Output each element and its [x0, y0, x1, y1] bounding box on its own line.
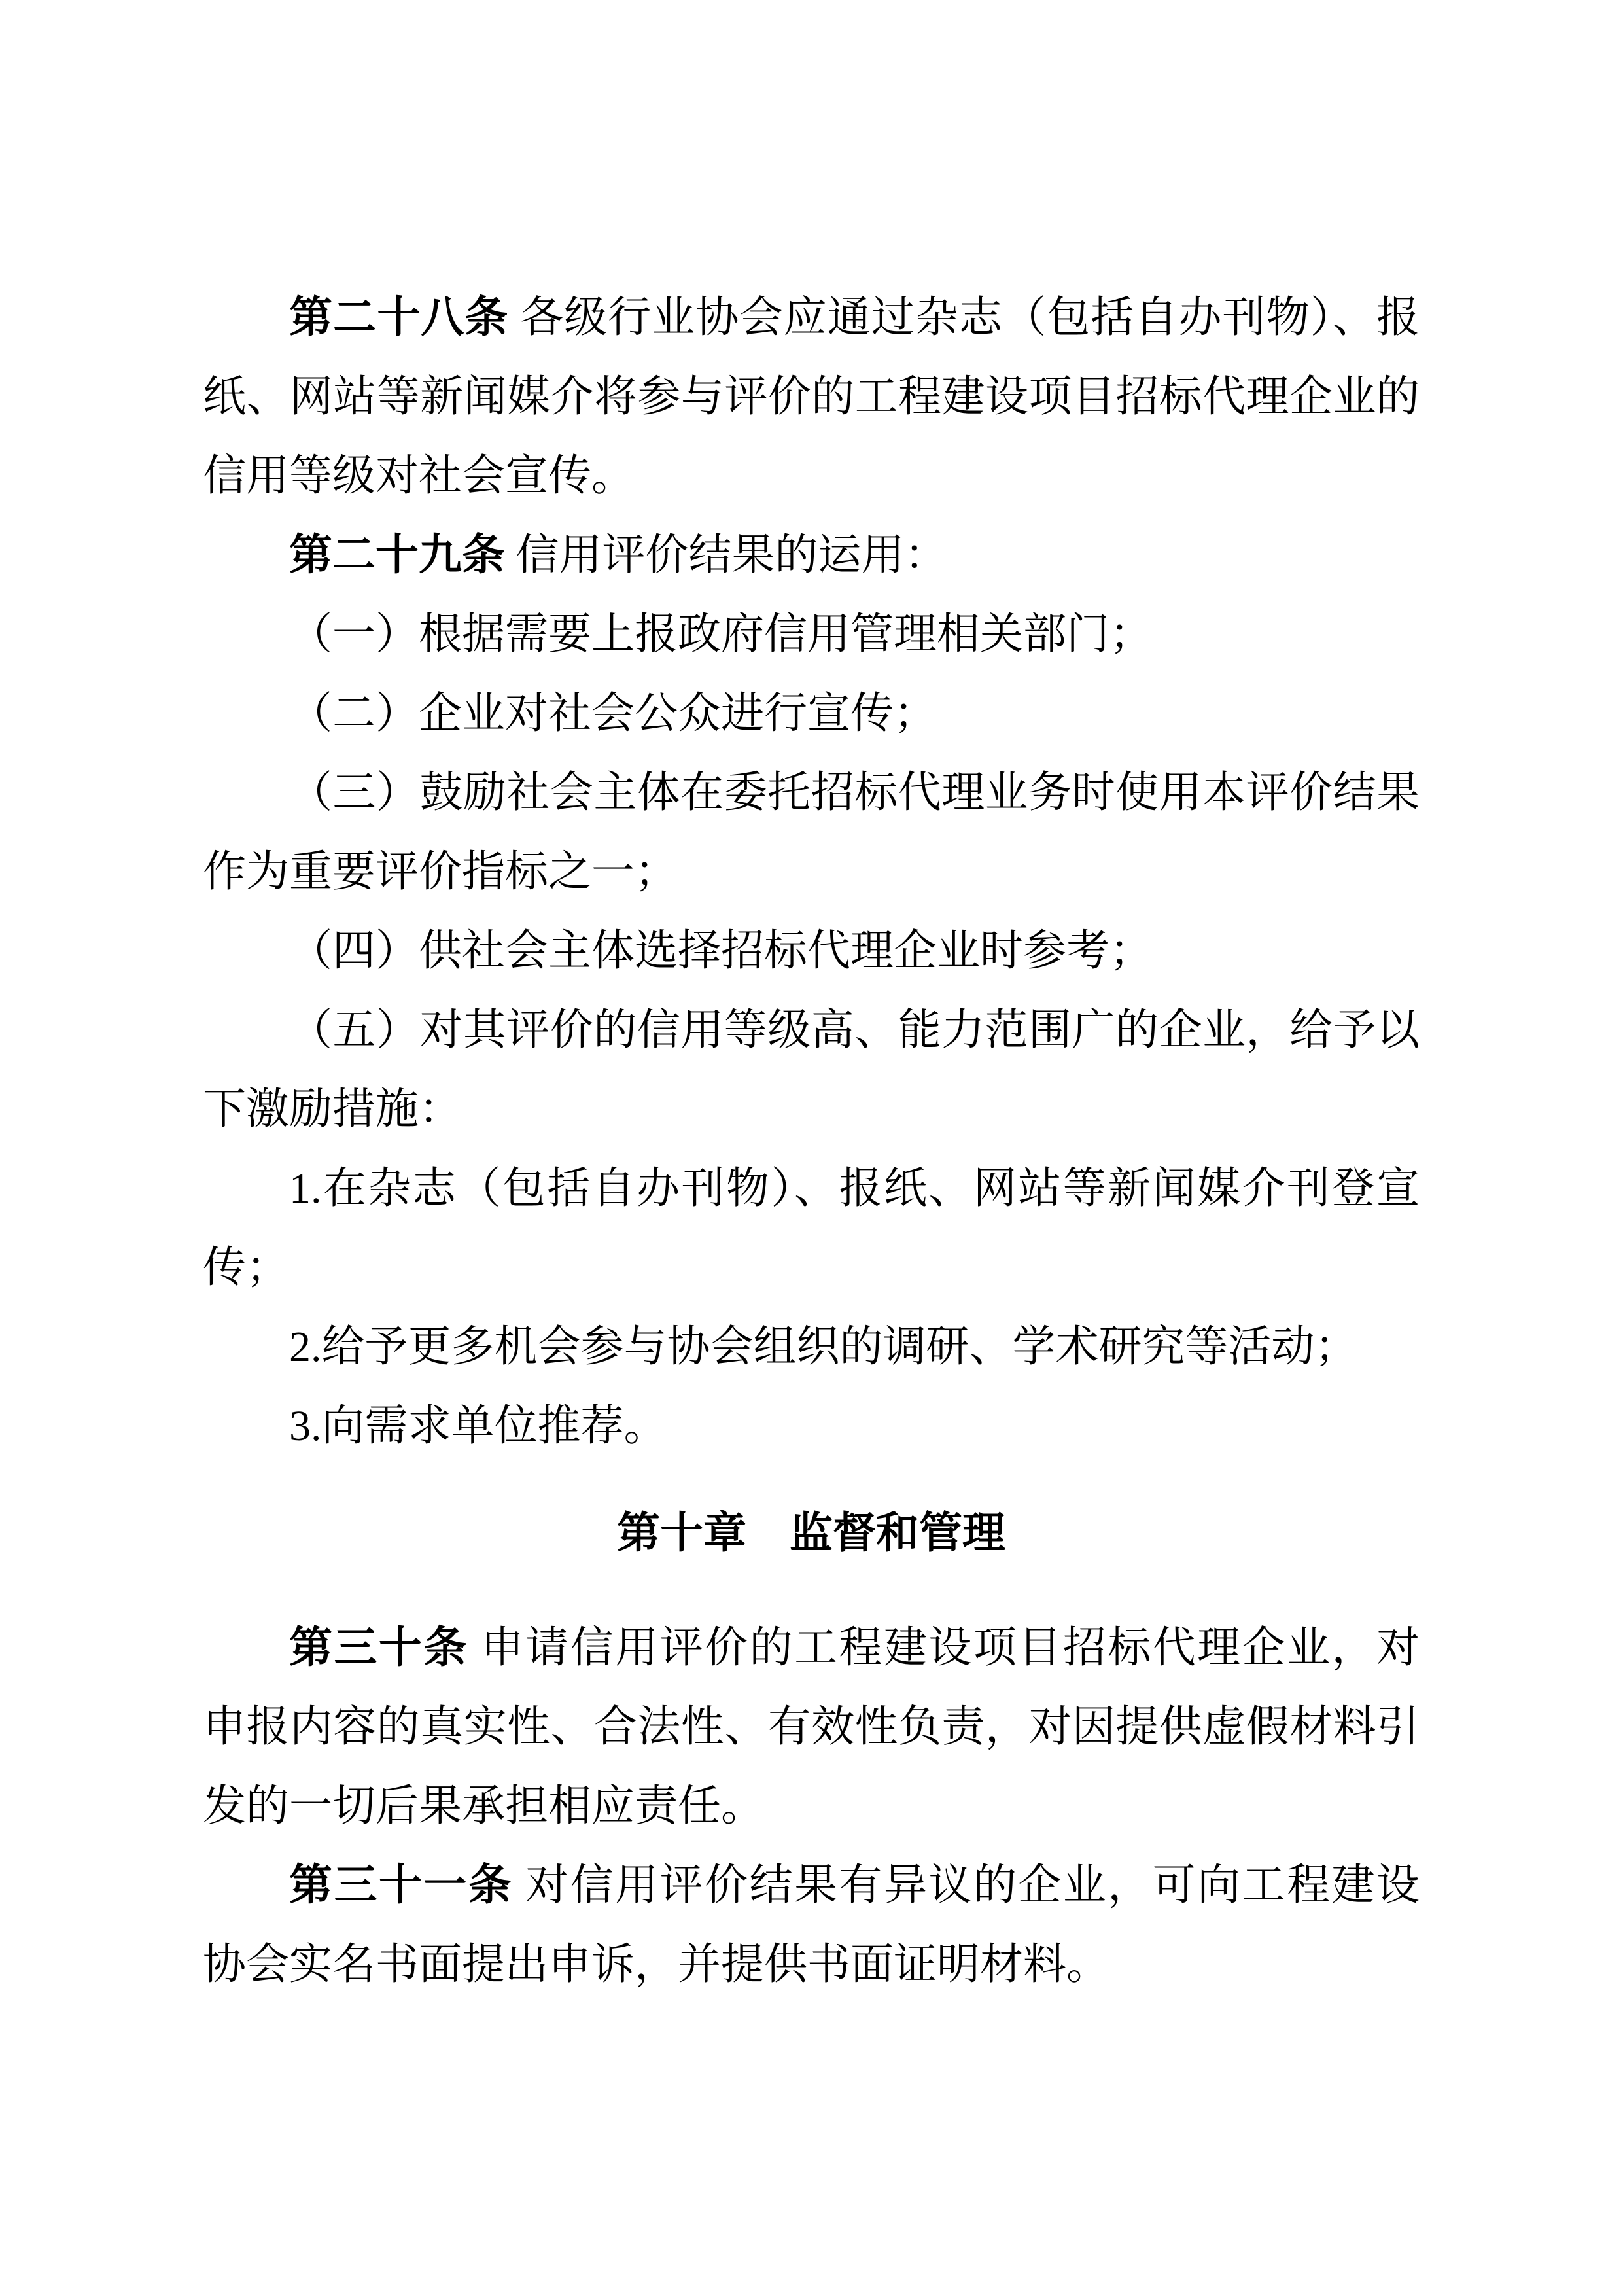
list-item-1: （一）根据需要上报政府信用管理相关部门； — [289, 610, 1153, 658]
list-item-4: （四）供社会主体选择招标代理企业时参考； — [289, 927, 1153, 975]
list-item-2: （二）企业对社会公众进行宣传； — [289, 690, 937, 737]
incentive-measure-1: 1.在杂志（包括自办刊物）、报纸、网站等新闻媒介刊登宣传； — [203, 1165, 1420, 1292]
paragraph-article-28 — [203, 278, 1420, 516]
text-column — [203, 278, 1420, 2004]
article-31-number: 第三十一条 — [289, 1862, 514, 1909]
article-31-body: 对信用评价结果有异议的企业，可向工程建设协会实名书面提出申诉，并提供书面证明材料。 — [203, 1862, 1420, 1988]
article-29-body: 信用评价结果的运用： — [505, 531, 948, 579]
article-30-number: 第三十条 — [289, 1624, 468, 1672]
list-item-3: （三）鼓励社会主体在委托招标代理业务时使用本评价结果作为重要评价指标之一； — [203, 769, 1420, 896]
article-28-number: 第二十八条 — [289, 294, 509, 342]
chapter-10-heading: 第十章 监督和管理 — [617, 1508, 1005, 1557]
incentive-measure-3: 3.向需求单位推荐。 — [289, 1402, 667, 1450]
list-item-5: （五）对其评价的信用等级高、能力范围广的企业，给予以下激励措施： — [203, 1006, 1420, 1133]
paragraph-article-30 — [203, 1608, 1420, 1846]
paragraph-article-31 — [203, 1846, 1420, 2004]
incentive-measure-2: 2.给予更多机会参与协会组织的调研、学术研究等活动； — [289, 1323, 1358, 1371]
article-29-number: 第二十九条 — [289, 531, 505, 579]
paragraph-article-29 — [203, 516, 1420, 595]
article-28-body: 各级行业协会应通过杂志（包括自办刊物）、报纸、网站等新闻媒介将参与评价的工程建设项目招标代理企业的信用等级对社会宣传。 — [203, 294, 1420, 500]
article-30-body: 申请信用评价的工程建设项目招标代理企业，对申报内容的真实性、合法性、有效性负责，对因提供虚假材料引发的一切后果承担相应责任。 — [203, 1624, 1420, 1830]
